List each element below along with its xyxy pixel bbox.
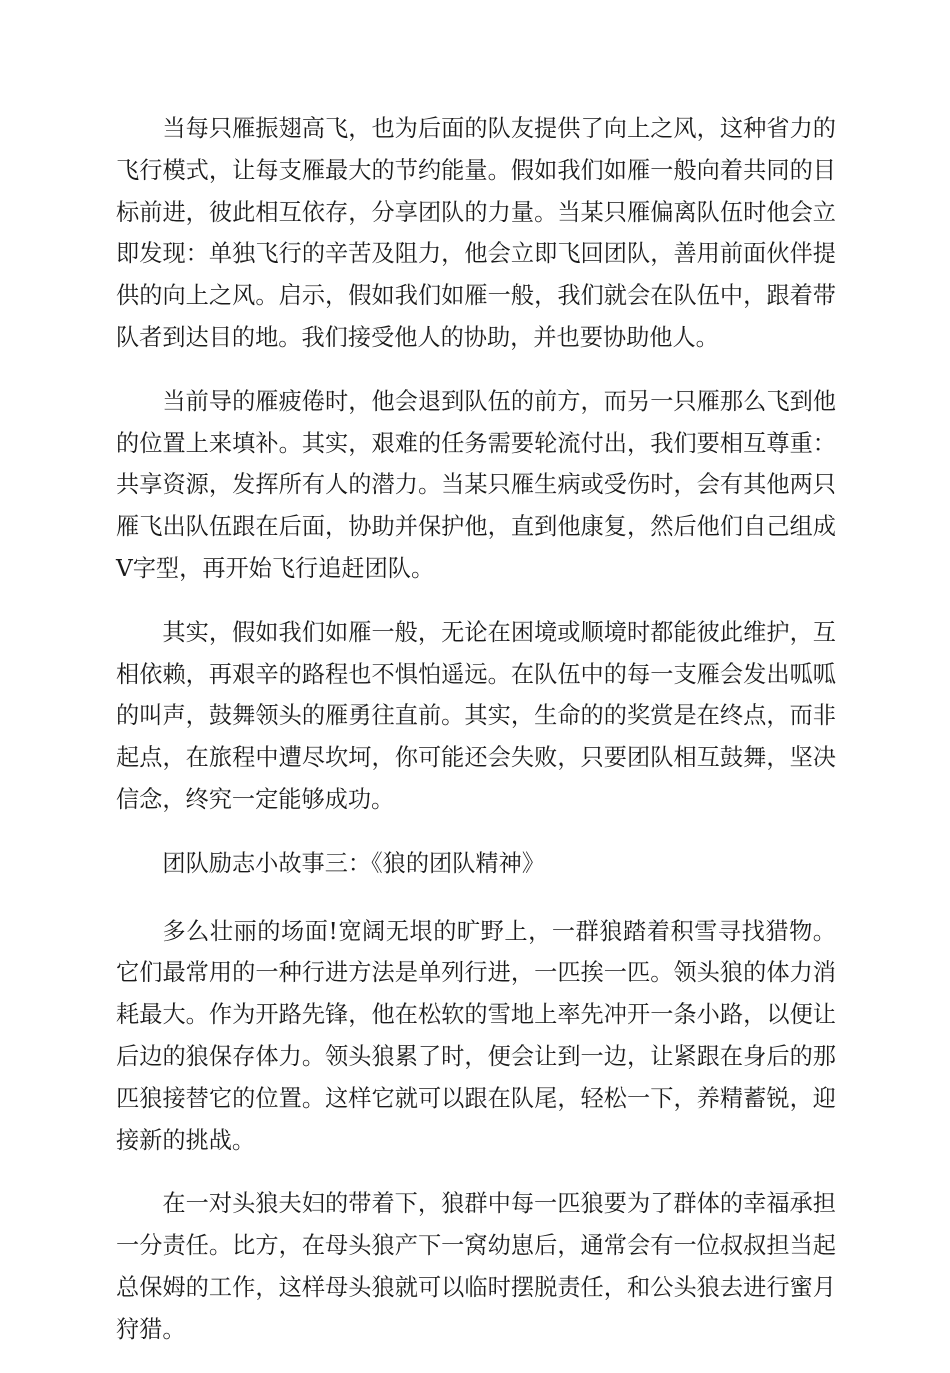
paragraph-wolf-single-file: 多么壮丽的场面!宽阔无垠的旷野上，一群狼踏着积雪寻找猎物。它们最常用的一种行进方法是单列行进，一匹挨一匹。领头狼的体力消耗最大。作为开路先锋，他在松软的雪地上率先冲开一条小路，以便让后边的狼保存体力。领头狼累了时，便会让到一边，让紧跟在身后的那匹狼接替它的位置。这样它就可以跟在队尾，轻松一下，养精蓄锐，迎接新的挑战。 bbox=[116, 917, 836, 1154]
paragraph-geese-updraft: 当每只雁振翅高飞，也为后面的队友提供了向上之风，这种省力的飞行模式，让每支雁最大的节约能量。假如我们如雁一般向着共同的目标前进，彼此相互依存，分享团队的力量。当某只雁偏离队伍时他会立即发现：单独飞行的辛苦及阻力，他会立即飞回团队，善用前面伙伴提供的向上之风。启示，假如我们如雁一般，我们就会在队伍中，跟着带队者到达目的地。我们接受他人的协助，并也要协助他人。 bbox=[116, 115, 836, 351]
paragraph-geese-rotation: 当前导的雁疲倦时，他会退到队伍的前方，而另一只雁那么飞到他的位置上来填补。其实，艰难的任务需要轮流付出，我们要相互尊重：共享资源，发挥所有人的潜力。当某只雁生病或受伤时，会有其他两只雁飞出队伍跟在后面，协助并保护他，直到他康复，然后他们自己组成Ⅴ字型，再开始飞行追赶团队。 bbox=[116, 387, 836, 582]
paragraph-geese-encouragement: 其实，假如我们如雁一般，无论在困境或顺境时都能彼此维护，互相依赖，再艰辛的路程也不惧怕遥远。在队伍中的每一支雁会发出呱呱的叫声，鼓舞领头的雁勇往直前。其实，生命的的奖赏是在终点，而非起点，在旅程中遭尽坎坷，你可能还会失败，只要团队相互鼓舞，坚决信念，终究一定能够成功。 bbox=[116, 618, 836, 813]
section-heading-wolf-story: 团队励志小故事三：《狼的团队精神》 bbox=[162, 849, 545, 877]
paragraph-wolf-responsibility: 在一对头狼夫妇的带着下，狼群中每一匹狼要为了群体的幸福承担一分责任。比方，在母头狼产下一窝幼崽后，通常会有一位叔叔担当起总保姆的工作，这样母头狼就可以临时摆脱责任，和公头狼去进行蜜月狩猎。 bbox=[116, 1190, 836, 1343]
document-body bbox=[116, 108, 836, 1373]
